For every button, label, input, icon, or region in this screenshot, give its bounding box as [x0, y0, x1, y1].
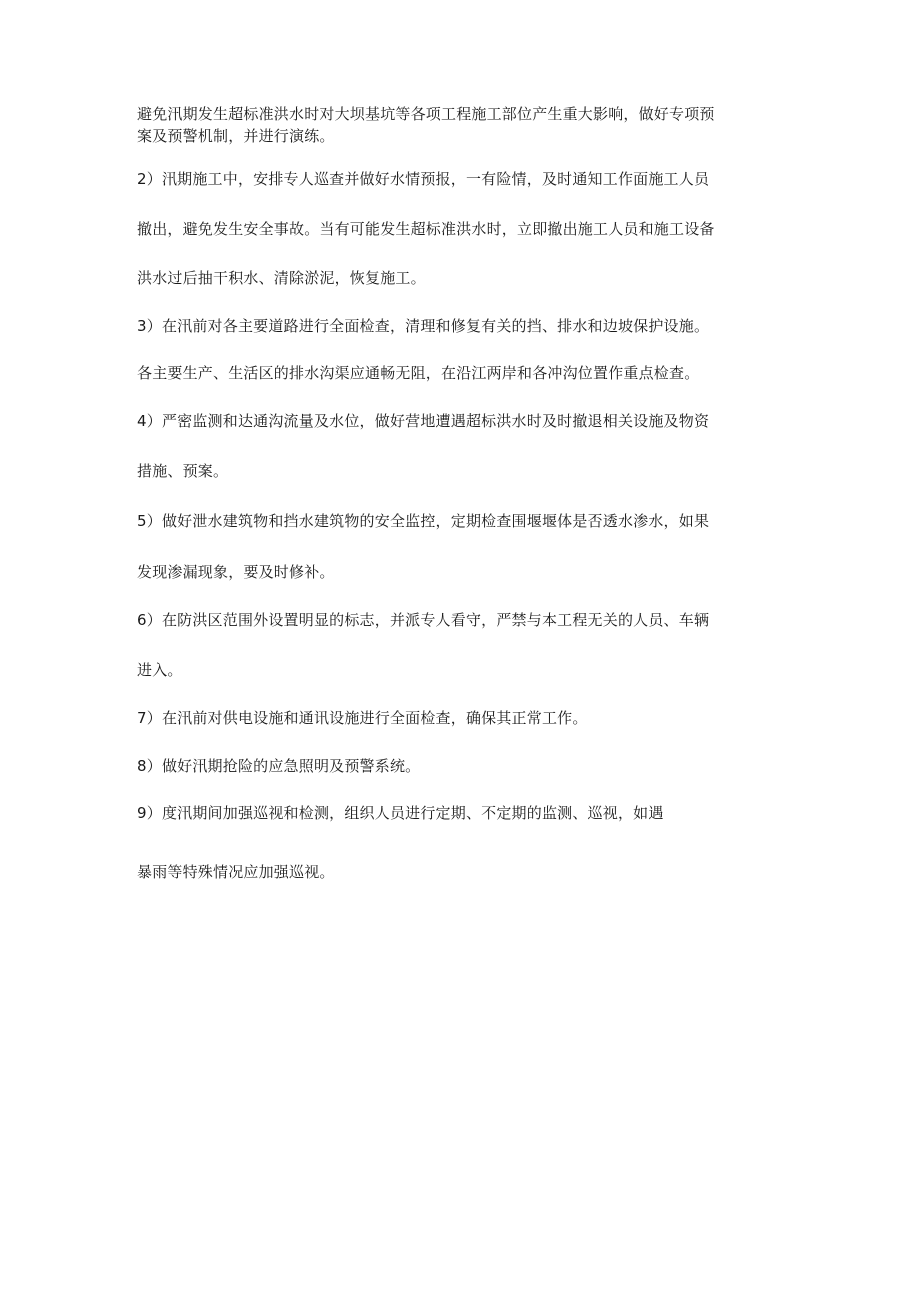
- list-item-5: 5）做好泄水建筑物和挡水建筑物的安全监控，定期检查围堰堰体是否透水渗水，如果: [137, 512, 710, 530]
- text-line: 案及预警机制，并进行演练。: [137, 127, 335, 145]
- text-line: 各主要生产、生活区的排水沟渠应通畅无阻，在沿江两岸和各冲沟位置作重点检查。: [137, 364, 700, 382]
- list-item-4: 4）严密监测和达通沟流量及水位，做好营地遭遇超标洪水时及时撤退相关设施及物资: [137, 412, 710, 430]
- list-item-8: 8）做好汛期抢险的应急照明及预警系统。: [137, 757, 421, 775]
- text-line: 措施、预案。: [137, 462, 229, 480]
- text-line: 暴雨等特殊情况应加强巡视。: [137, 863, 335, 881]
- list-item-2: 2）汛期施工中，安排专人巡查并做好水情预报，一有险情，及时通知工作面施工人员: [137, 170, 710, 188]
- list-item-9: 9）度汛期间加强巡视和检测，组织人员进行定期、不定期的监测、巡视，如遇: [137, 804, 664, 822]
- text-line: 发现渗漏现象，要及时修补。: [137, 563, 335, 581]
- list-item-6: 6）在防洪区范围外设置明显的标志，并派专人看守，严禁与本工程无关的人员、车辆: [137, 611, 710, 629]
- text-line: 洪水过后抽干积水、清除淤泥，恢复施工。: [137, 269, 426, 287]
- text-line: 进入。: [137, 661, 183, 679]
- text-line: 撤出，避免发生安全事故。当有可能发生超标准洪水时，立即撤出施工人员和施工设备: [137, 220, 715, 238]
- list-item-3: 3）在汛前对各主要道路进行全面检查，清理和修复有关的挡、排水和边坡保护设施。: [137, 317, 710, 335]
- list-item-7: 7）在汛前对供电设施和通讯设施进行全面检查，确保其正常工作。: [137, 709, 588, 727]
- text-line: 避免汛期发生超标准洪水时对大坝基坑等各项工程施工部位产生重大影响，做好专项预: [137, 105, 715, 123]
